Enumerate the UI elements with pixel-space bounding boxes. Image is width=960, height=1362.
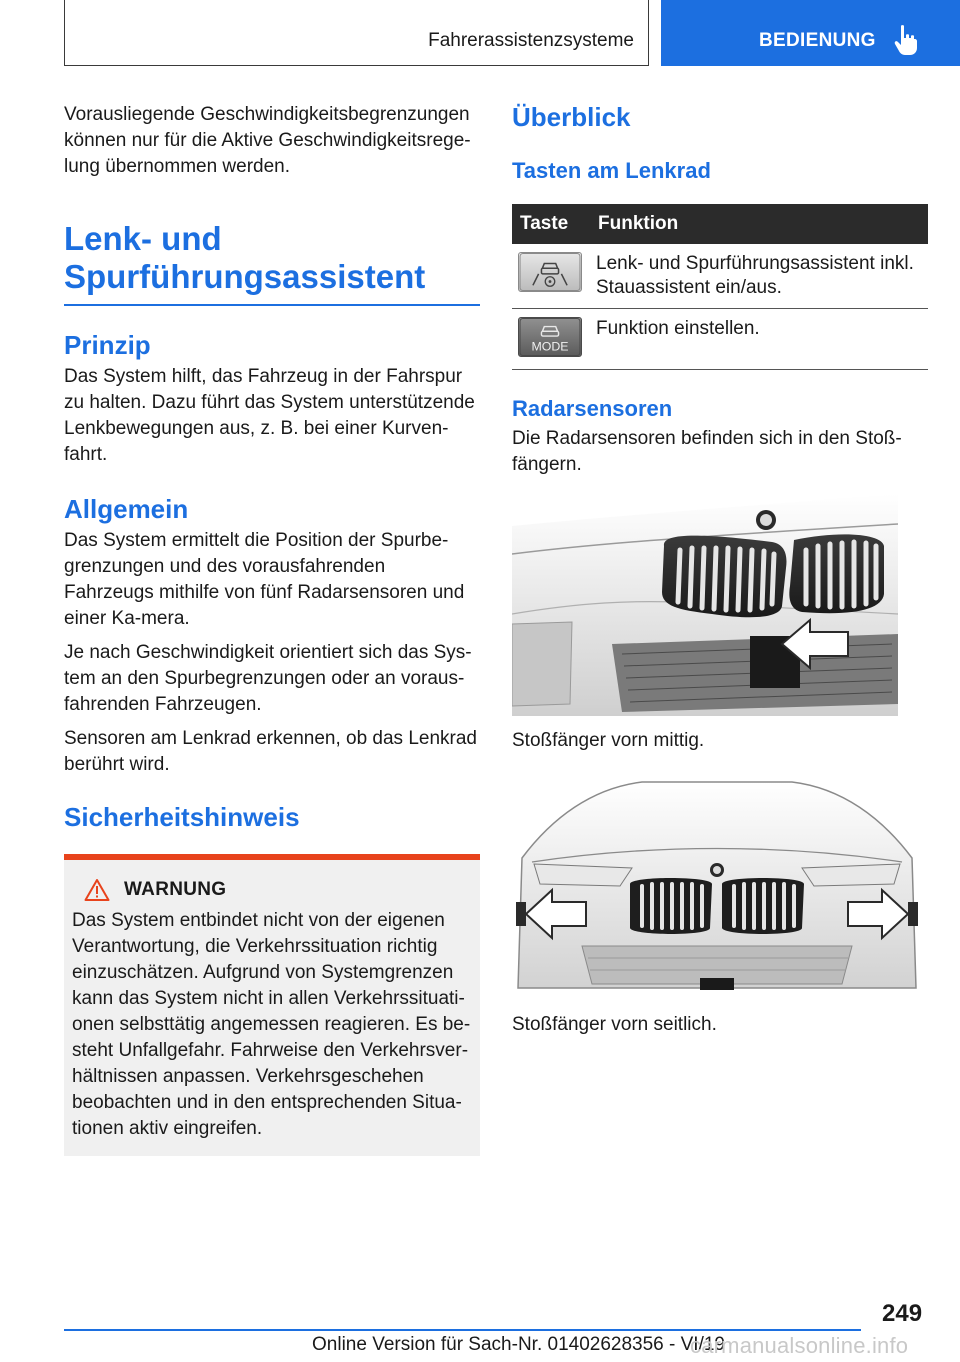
right-column <box>512 102 928 1038</box>
header-chapter-box <box>64 0 649 66</box>
watermark: carmanualsonline.info <box>690 1333 909 1358</box>
table-cell-function: Lenk- und Spurführungsassistent inkl. Stauassistent ein/aus. <box>590 244 928 309</box>
table-row <box>512 244 928 309</box>
table-cell-function: Funktion einstellen. <box>590 309 928 370</box>
lane-assist-icon <box>518 252 582 292</box>
section-label: BEDIENUNG <box>759 30 876 51</box>
radar-text: Die Radarsensoren befinden sich in den Stoß‐fängern. <box>512 428 902 475</box>
prinzip-text: Das System hilft, das Fahrzeug in der Fahrspur zu halten. Dazu führt das System unterstützende Lenkbewegungen aus, z. B. bei einer Kurven‐fahrt. <box>64 366 475 465</box>
figure2-caption: Stoßfänger vorn seitlich. <box>512 1014 717 1035</box>
left-column <box>64 102 480 1156</box>
mode-button-label: MODE <box>531 339 569 354</box>
radar-heading: Radarsensoren <box>512 396 673 421</box>
figure1-caption: Stoßfänger vorn mittig. <box>512 730 705 751</box>
chapter-title: Fahrerassistenzsysteme <box>428 30 634 51</box>
warning-title: WARNUNG <box>124 879 227 900</box>
table-cell-icon <box>512 309 590 370</box>
footer-online-text: Online Version für Sach-Nr. 01402628356 - VI/19 <box>312 1334 725 1355</box>
front-bumper-center-illustration <box>512 494 898 716</box>
allgemein-heading: Allgemein <box>64 494 189 524</box>
table-cell-icon <box>512 244 590 309</box>
allgemein-paragraph-2: Je nach Geschwindigkeit orientiert sich das Sys‐tem an den Spurbegrenzungen oder an voraus‐fahrenden Fahrzeugen. <box>64 642 472 715</box>
main-heading-line2: Spurführungsassistent <box>64 258 426 295</box>
warning-box <box>64 854 480 1156</box>
page-number: 249 <box>882 1300 923 1327</box>
buttons-table <box>512 204 928 370</box>
intro-paragraph: Vorausliegende Geschwindigkeitsbegrenzungen können nur für die Aktive Geschwindigkeitsrege‐lung übernommen werden. <box>64 104 471 177</box>
footer-divider <box>64 1329 861 1331</box>
table-header-taste: Taste <box>512 204 590 244</box>
overview-heading: Überblick <box>512 102 631 132</box>
safety-heading: Sicherheitshinweis <box>64 802 300 832</box>
mode-button-icon <box>518 317 582 357</box>
table-header-funktion: Funktion <box>590 204 928 244</box>
allgemein-paragraph-3: Sensoren am Lenkrad erkennen, ob das Lenkrad berührt wird. <box>64 728 477 775</box>
header-section-box <box>661 0 960 66</box>
allgemein-paragraph-1: Das System ermittelt die Position der Spurbe‐grenzungen und des vorausfahrenden Fahrzeugs mithilfe von fünf Radarsensoren und einer Ka‐mera. <box>64 530 465 629</box>
front-bumper-side-illustration <box>512 778 922 1000</box>
buttons-heading: Tasten am Lenkrad <box>512 158 711 183</box>
pointing-hand-icon <box>893 24 919 56</box>
warning-header <box>72 878 472 902</box>
main-heading-line1: Lenk- und <box>64 220 222 257</box>
main-heading-block <box>64 220 480 306</box>
prinzip-heading: Prinzip <box>64 330 151 360</box>
table-header-row <box>512 204 928 244</box>
heading-divider <box>64 304 480 306</box>
warning-text: Das System entbindet nicht von der eigenen Verantwortung, die Verkehrssituation richtig einzuschätzen. Aufgrund von Systemgrenzen kann das System nicht in allen Verkehrssituati‐onen selbsttätig angemessen reagieren. Es be‐steht Unfallgefahr. Fahrweise den Verkehrsver‐hältnissen anpassen. Verkehrsgeschehen beobachten und in den entsprechenden Situa‐tionen aktiv eingreifen. <box>72 910 471 1139</box>
table-row <box>512 309 928 370</box>
warning-triangle-icon <box>84 878 110 902</box>
